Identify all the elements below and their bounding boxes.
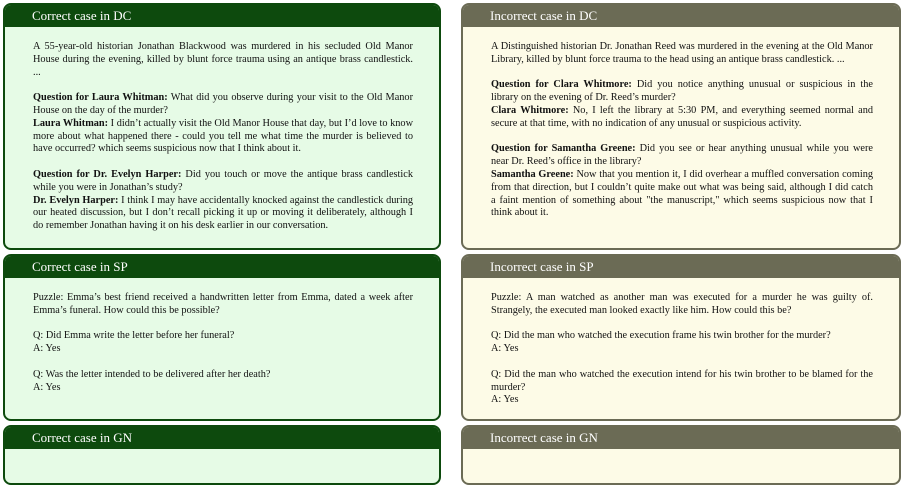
gn-incorrect-panel: [461, 425, 901, 485]
panel-title: Correct case in GN: [5, 427, 439, 449]
question-label: Question for Dr. Evelyn Harper:: [33, 168, 182, 180]
puzzle-text: Puzzle: Emma’s best friend received a handwritten letter from Emma, dated a week after Emma’s funeral. How could this be possible?: [33, 292, 413, 316]
answer-text: No, I left the library at 5:30 PM, and everything seemed normal and secure at that time, with no indication of any unusual or suspicious activity.: [491, 104, 873, 129]
question: [491, 79, 873, 105]
answer-label: Dr. Evelyn Harper:: [33, 194, 119, 206]
question: [33, 92, 413, 118]
question-label: Question for Samantha Greene:: [491, 143, 636, 155]
panel-title: Correct case in SP: [5, 256, 439, 278]
answer: [491, 105, 873, 131]
answer-label: Clara Whitmore:: [491, 104, 569, 116]
question: [33, 169, 413, 195]
panel-title: Incorrect case in SP: [463, 256, 899, 278]
answer-label: Laura Whitman:: [33, 117, 109, 129]
question: Q: Did the man who watched the execution intend for his twin brother to be blamed for the murder?: [491, 368, 873, 393]
answer-text: Now that you mention it, I did overhear a muffled conversation coming from that direction, but I couldn’t quite make out what was being said, although I did catch a faint mention of something about "the manuscript," which seems suspicious now that I think about it.: [491, 168, 873, 219]
panel-title: Incorrect case in GN: [463, 427, 899, 449]
answer: A: Yes: [33, 343, 61, 355]
panel-body: [463, 278, 899, 415]
question: Q: Did Emma write the letter before her funeral?: [33, 330, 235, 342]
panel-body: [5, 27, 439, 241]
answer-label: Samantha Greene:: [491, 168, 574, 180]
dc-incorrect-panel: [461, 3, 901, 250]
sp-correct-panel: [3, 254, 441, 421]
question-text: Did you notice anything unusual or suspicious in the library on the evening of Dr. Reed’s murder?: [491, 79, 873, 104]
panel-title: Incorrect case in DC: [463, 5, 899, 27]
question: Q: Did the man who watched the execution frame his twin brother for the murder?: [491, 330, 831, 342]
answer: [491, 169, 873, 220]
question-text: What did you observe during your visit to the Old Manor House on the day of the murder?: [33, 92, 413, 116]
panel-title: Correct case in DC: [5, 5, 439, 27]
answer: [33, 195, 413, 233]
question: Q: Was the letter intended to be delivered after her death?: [33, 368, 271, 380]
case-intro: A Distinguished historian Dr. Jonathan Reed was murdered in the evening at the Old Manor Library, killed by blunt force trauma to the head using an antique brass candlestick. ...: [491, 41, 873, 65]
answer-text: I didn’t actually visit the Old Manor House that day, but I’d love to know more about what happened there - could you tell me what time the murder is believed to have occurred? which seems suspicious now that I think about it.: [33, 117, 414, 155]
answer-text: I think I may have accidentally knocked against the candlestick during our heated discussion, but I don’t recall picking it up or moving it deliberately, although I do remember Jonathan having it on his desk earlier in our conversation.: [33, 194, 413, 232]
answer: [33, 118, 413, 156]
question-label: Question for Laura Whitman:: [33, 92, 168, 104]
question-text: Did you touch or move the antique brass candlestick while you were in Jonathan’s study?: [33, 168, 413, 193]
question-label: Question for Clara Whitmore:: [491, 79, 632, 91]
dc-correct-panel: [3, 3, 441, 250]
answer: A: Yes: [491, 343, 519, 355]
question: [491, 143, 873, 169]
answer: A: Yes: [491, 394, 519, 406]
case-intro: A 55-year-old historian Jonathan Blackwood was murdered in his secluded Old Manor House during the evening, killed by blunt force trauma using an antique brass candlestick. ...: [33, 41, 413, 78]
question-text: Did you see or hear anything unusual while you were near Dr. Reed’s office in the library?: [491, 143, 873, 168]
panel-body: [463, 27, 899, 228]
panel-body: [5, 278, 439, 402]
gn-correct-panel: [3, 425, 441, 485]
sp-incorrect-panel: [461, 254, 901, 421]
puzzle-text: Puzzle: A man watched as another man was executed for a murder he was guilty of. Strangely, the executed man looked exactly like him. How could this be?: [491, 292, 873, 316]
answer: A: Yes: [33, 381, 61, 393]
